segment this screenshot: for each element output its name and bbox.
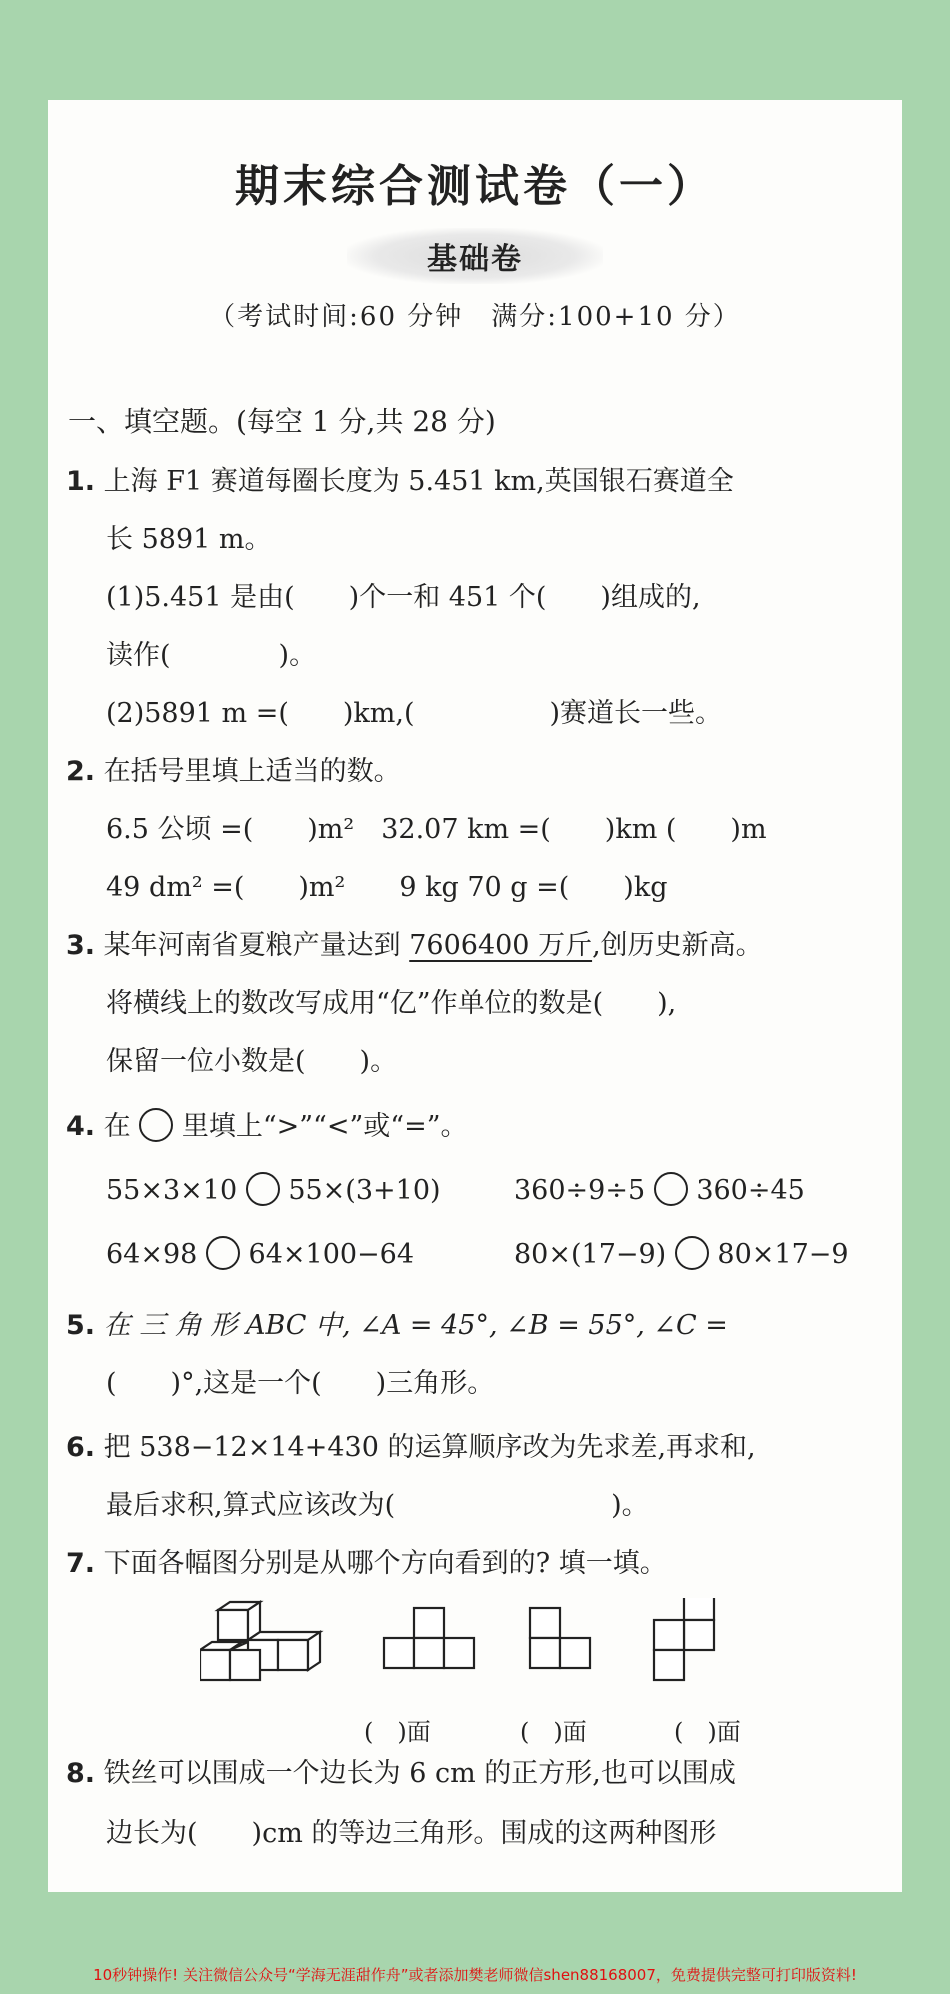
question-text: 上海 F1 赛道每圈长度为 5.451 km,英国银石赛道全 [103,466,734,497]
question-text: 铁丝可以围成一个边长为 6 cm 的正方形,也可以围成 [103,1758,736,1789]
question-number: 2. [66,756,96,787]
question-2-line-1 [66,758,401,785]
view-c-icon [654,1598,714,1680]
section-heading: 一、填空题。(每空 1 分,共 28 分) [68,405,496,438]
answer-circle[interactable] [675,1236,709,1270]
question-number: 3. [66,930,96,961]
question-1-line-5: (2)5891 m =( )km,( )赛道长一些。 [106,698,723,729]
exam-info: （考试时间:60 分钟 满分:100+10 分） [209,302,741,332]
expression: 80×17−9 [717,1239,849,1270]
question-7-line-1 [66,1550,667,1577]
answer-circle[interactable] [206,1236,240,1270]
compare-row-1-left [106,1172,441,1206]
expression: 64×98 [106,1239,198,1270]
expression: 55×(3+10) [288,1175,441,1206]
expression: 55×3×10 [106,1175,238,1206]
question-5-line-1 [66,1312,728,1339]
cube-figures-svg [200,1598,800,1708]
circle-icon [139,1108,173,1142]
compare-row-1-right [514,1172,805,1206]
question-text: 在 三 角 形 ABC 中, ∠A = 45°, ∠B = 55°, ∠C = [103,1310,728,1341]
answer-circle[interactable] [246,1172,280,1206]
question-8-line-2: 边长为( )cm 的等边三角形。围成的这两种图形 [106,1818,717,1849]
question-text: 在括号里填上适当的数。 [103,756,401,787]
expression: 360÷9÷5 [514,1175,646,1206]
underlined-number: 7606400 万斤 [409,930,593,961]
view-a-icon [384,1608,474,1668]
question-number: 6. [66,1432,96,1463]
question-number: 7. [66,1548,96,1579]
view-label-3: ( )面 [674,1718,741,1746]
question-text: 里填上“>”“<”或“=”。 [181,1111,468,1142]
page-title: 期末综合测试卷（一） [235,161,715,212]
question-number: 1. [66,466,96,497]
view-figures [200,1598,800,1708]
question-3-line-1 [66,932,763,959]
question-2-line-3: 49 dm² =( )m² 9 kg 70 g =( )kg [106,872,668,903]
question-2-line-2: 6.5 公顷 =( )m² 32.07 km =( )km ( )m [106,814,767,845]
question-3-line-3: 保留一位小数是( )。 [106,1046,398,1077]
question-text: 某年河南省夏粮产量达到 [103,930,410,961]
question-8-line-1 [66,1760,736,1787]
question-text: ,创历史新高。 [592,930,763,961]
question-6-line-1 [66,1434,756,1461]
view-label-1: ( )面 [364,1718,431,1746]
subtitle-wrap [48,228,902,284]
question-number: 4. [66,1111,96,1142]
subtitle: 基础卷 [347,228,603,284]
question-text: 把 538−12×14+430 的运算顺序改为先求差,再求和, [103,1432,756,1463]
question-5-line-2: ( )°,这是一个( )三角形。 [106,1368,495,1399]
compare-row-2-right [514,1236,849,1270]
question-3-line-2: 将横线上的数改写成用“亿”作单位的数是( ), [106,988,677,1019]
view-b-icon [530,1608,590,1668]
question-text: 在 [103,1111,131,1142]
question-4-line-1 [66,1108,468,1142]
question-number: 8. [66,1758,96,1789]
question-1-line-3: (1)5.451 是由( )个一和 451 个( )组成的, [106,582,701,613]
question-text: 下面各幅图分别是从哪个方向看到的? 填一填。 [103,1548,667,1579]
expression: 360÷45 [696,1175,805,1206]
isometric-cubes-icon [200,1602,320,1680]
expression: 80×(17−9) [514,1239,667,1270]
question-1-line-4: 读作( )。 [106,640,317,671]
question-1-line-2: 长 5891 m。 [106,524,272,555]
expression: 64×100−64 [248,1239,415,1270]
answer-circle[interactable] [654,1172,688,1206]
question-1-line-1 [66,468,734,495]
view-label-2: ( )面 [520,1718,587,1746]
question-number: 5. [66,1310,96,1341]
question-6-line-2: 最后求积,算式应该改为( )。 [106,1490,649,1521]
footer-notice: 10秒钟操作! 关注微信公众号“学海无涯甜作舟”或者添加樊老师微信shen88168007，免费提供完整可打印版资料! [93,1966,857,1984]
compare-row-2-left [106,1236,414,1270]
